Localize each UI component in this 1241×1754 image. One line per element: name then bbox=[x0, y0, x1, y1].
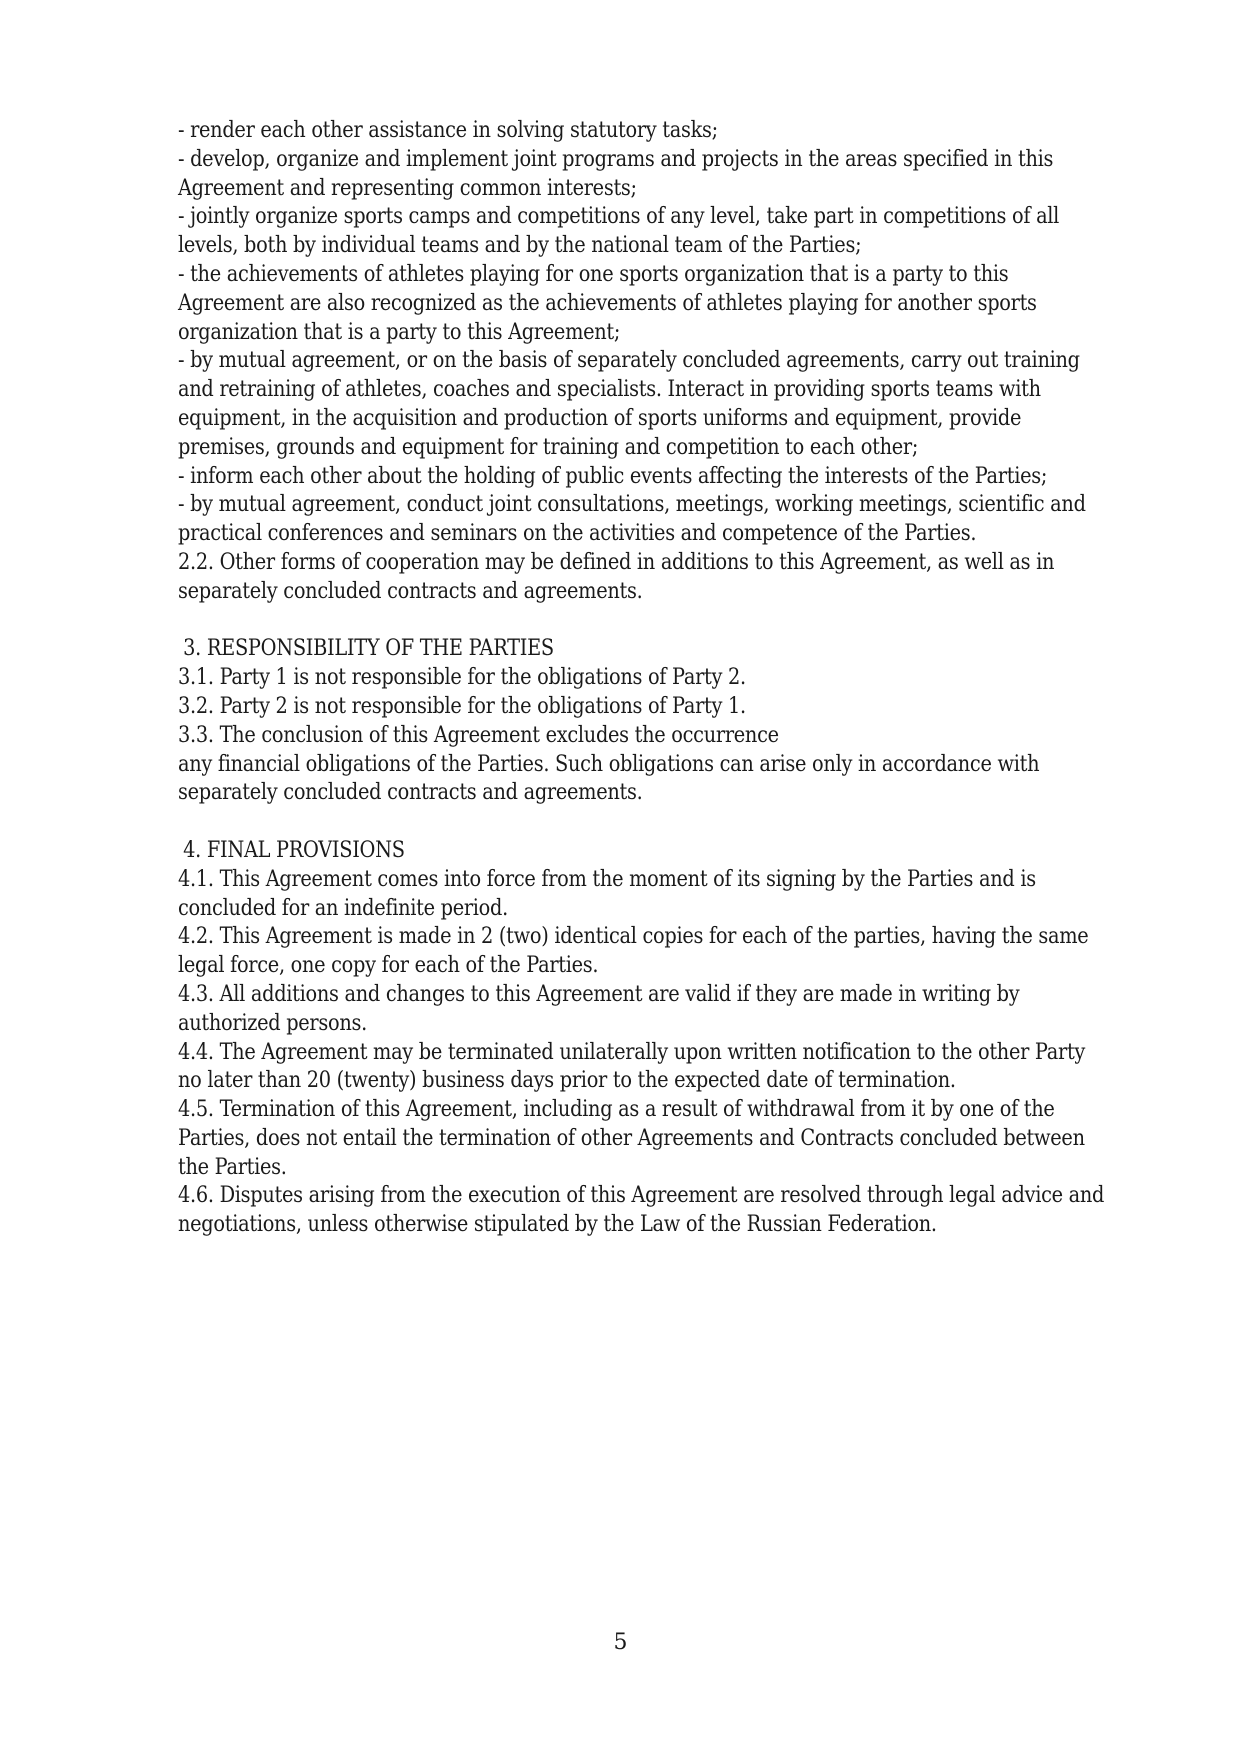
text-line: authorized persons. bbox=[178, 1009, 368, 1036]
text-line: negotiations, unless otherwise stipulated by the Law of the Russian Federation. bbox=[178, 1211, 937, 1238]
text-line: concluded for an indefinite period. bbox=[178, 894, 508, 921]
text-line: - jointly organize sports camps and competitions of any level, take part in competitions of all bbox=[178, 203, 1060, 230]
text-line: 4.1. This Agreement comes into force from the moment of its signing by the Parties and is bbox=[178, 865, 1036, 892]
text-line: equipment, in the acquisition and production of sports uniforms and equipment, provide bbox=[178, 404, 1022, 431]
section-heading-final-provisions: 4. FINAL PROVISIONS bbox=[183, 836, 405, 863]
paragraph-gap bbox=[178, 807, 1038, 836]
text-line: Agreement are also recognized as the achievements of athletes playing for another sports bbox=[178, 289, 1037, 316]
text-line: - by mutual agreement, conduct joint consultations, meetings, working meetings, scientific and bbox=[178, 491, 1086, 518]
paragraph-gap bbox=[178, 606, 1038, 635]
page-number: 5 bbox=[613, 1630, 628, 1655]
text-line: 4.3. All additions and changes to this Agreement are valid if they are made in writing by bbox=[178, 980, 1020, 1007]
text-line: no later than 20 (twenty) business days prior to the expected date of termination. bbox=[178, 1067, 956, 1094]
text-line: any financial obligations of the Parties. Such obligations can arise only in accordance with bbox=[178, 750, 1040, 777]
text-line: - develop, organize and implement joint programs and projects in the areas specified in this bbox=[178, 145, 1054, 172]
document-body bbox=[178, 116, 1105, 1239]
text-line: practical conferences and seminars on the activities and competence of the Parties. bbox=[178, 520, 977, 547]
text-line: 3.1. Party 1 is not responsible for the obligations of Party 2. bbox=[178, 664, 746, 691]
text-line: 3.3. The conclusion of this Agreement excludes the occurrence bbox=[178, 721, 779, 748]
text-line: separately concluded contracts and agreements. bbox=[178, 779, 643, 806]
text-line: 4.6. Disputes arising from the execution of this Agreement are resolved through legal advice and bbox=[178, 1182, 1105, 1209]
text-line: separately concluded contracts and agreements. bbox=[178, 577, 643, 604]
text-line: Parties, does not entail the termination of other Agreements and Contracts concluded between bbox=[178, 1124, 1085, 1151]
text-line: premises, grounds and equipment for training and competition to each other; bbox=[178, 433, 919, 460]
text-line: and retraining of athletes, coaches and specialists. Interact in providing sports teams with bbox=[178, 376, 1041, 403]
text-line: - inform each other about the holding of public events affecting the interests of the Parties; bbox=[178, 462, 1048, 489]
text-line: Agreement and representing common interests; bbox=[178, 174, 637, 201]
text-line: - the achievements of athletes playing for one sports organization that is a party to this bbox=[178, 260, 1009, 287]
text-line: 2.2. Other forms of cooperation may be defined in additions to this Agreement, as well as in bbox=[178, 548, 1055, 575]
text-line: the Parties. bbox=[178, 1153, 287, 1180]
text-line: - by mutual agreement, or on the basis of separately concluded agreements, carry out training bbox=[178, 347, 1080, 374]
text-line: 4.4. The Agreement may be terminated unilaterally upon written notification to the other Party bbox=[178, 1038, 1086, 1065]
text-line: 4.2. This Agreement is made in 2 (two) identical copies for each of the parties, having the same bbox=[178, 923, 1089, 950]
text-line: organization that is a party to this Agreement; bbox=[178, 318, 621, 345]
text-line: 4.5. Termination of this Agreement, including as a result of withdrawal from it by one of the bbox=[178, 1096, 1055, 1123]
text-line: 3.2. Party 2 is not responsible for the obligations of Party 1. bbox=[178, 692, 746, 719]
text-line: levels, both by individual teams and by the national team of the Parties; bbox=[178, 232, 862, 259]
section-heading-responsibility: 3. RESPONSIBILITY OF THE PARTIES bbox=[183, 635, 554, 662]
text-line: legal force, one copy for each of the Parties. bbox=[178, 952, 599, 979]
text-line: - render each other assistance in solving statutory tasks; bbox=[178, 117, 718, 143]
